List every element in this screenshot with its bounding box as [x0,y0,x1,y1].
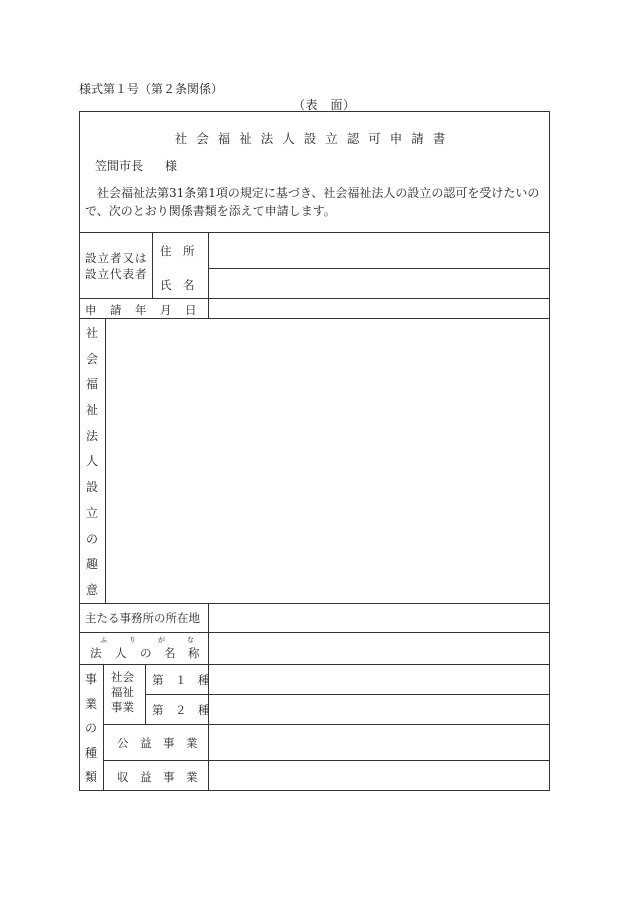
business-char: 事 [84,672,97,686]
corp-name-char: 名 [164,646,176,660]
office-location-label: 主たる事務所の所在地 [85,611,200,625]
addressee [95,157,177,174]
applicant-label-line1: 設立者又は [85,251,148,265]
purpose-char: 設 [85,480,98,495]
corp-name-char: 法 [90,646,102,660]
rule [80,232,549,233]
corp-name-char: 称 [188,646,200,660]
page-side-label: （表 面） [293,98,356,112]
name-label: 氏 名 [160,278,195,292]
application-date-label: 申 請 年 月 日 [85,303,198,317]
rule [103,724,549,725]
rule [80,664,549,665]
purpose-char: 人 [85,454,98,469]
furigana-char: が [158,636,165,644]
rule [208,603,209,664]
purpose-label [83,324,101,607]
purpose-char: 立 [85,505,98,520]
rule [105,318,106,603]
business-char: 類 [84,770,97,784]
furigana-char: な [187,636,194,644]
corp-name-char: の [140,646,152,660]
business-char: の [84,721,97,735]
rule [103,664,104,791]
purpose-char: 祉 [85,403,98,418]
corp-name-char: 人 [115,646,127,660]
business-type-label [82,670,100,793]
form-number: 様式第１号（第２条関係） [79,82,224,96]
rule [103,760,549,761]
application-statement: 社会福祉法第31条第1項の規定に基づき、社会福祉法人の設立の認可を受けたいので、次のとおり関係書類を添えて申請します。 [85,186,540,218]
rule [80,603,549,604]
purpose-char: 趣 [85,557,98,572]
business-char: 種 [84,745,97,760]
addressee-honorific: 様 [165,159,178,173]
furigana-char: ふ [100,636,107,644]
rule [208,232,209,318]
rule [208,268,549,269]
profit-business-label: 収 益 事 業 [117,770,198,784]
rule [145,694,549,695]
business-char: 業 [84,696,97,711]
rule [152,232,153,298]
purpose-char: 意 [85,582,98,597]
purpose-char: 会 [85,351,98,366]
public-interest-business-label: 公 益 事 業 [117,736,198,750]
type1-label: 第 １ 種 [152,673,210,687]
address-label: 住 所 [160,244,195,258]
furigana-char: り [129,636,136,644]
social-welfare-business-label [111,670,134,715]
purpose-char: 法 [85,428,98,443]
addressee-name: 笠間市長 [95,159,144,173]
rule [80,298,549,299]
rule [145,664,146,724]
rule [80,632,549,633]
social-welfare-line: 福祉 [111,685,134,699]
purpose-char: の [85,531,98,546]
application-form [79,111,550,791]
purpose-char: 社 [85,326,98,340]
social-welfare-line: 社会 [111,670,134,684]
form-title: 社会福祉法人設立認可申請書 [174,131,455,146]
rule [80,318,549,319]
type2-label: 第 ２ 種 [152,703,210,717]
applicant-label-line2: 設立代表者 [85,267,148,281]
purpose-char: 福 [85,377,98,392]
social-welfare-line: 事業 [111,700,134,714]
